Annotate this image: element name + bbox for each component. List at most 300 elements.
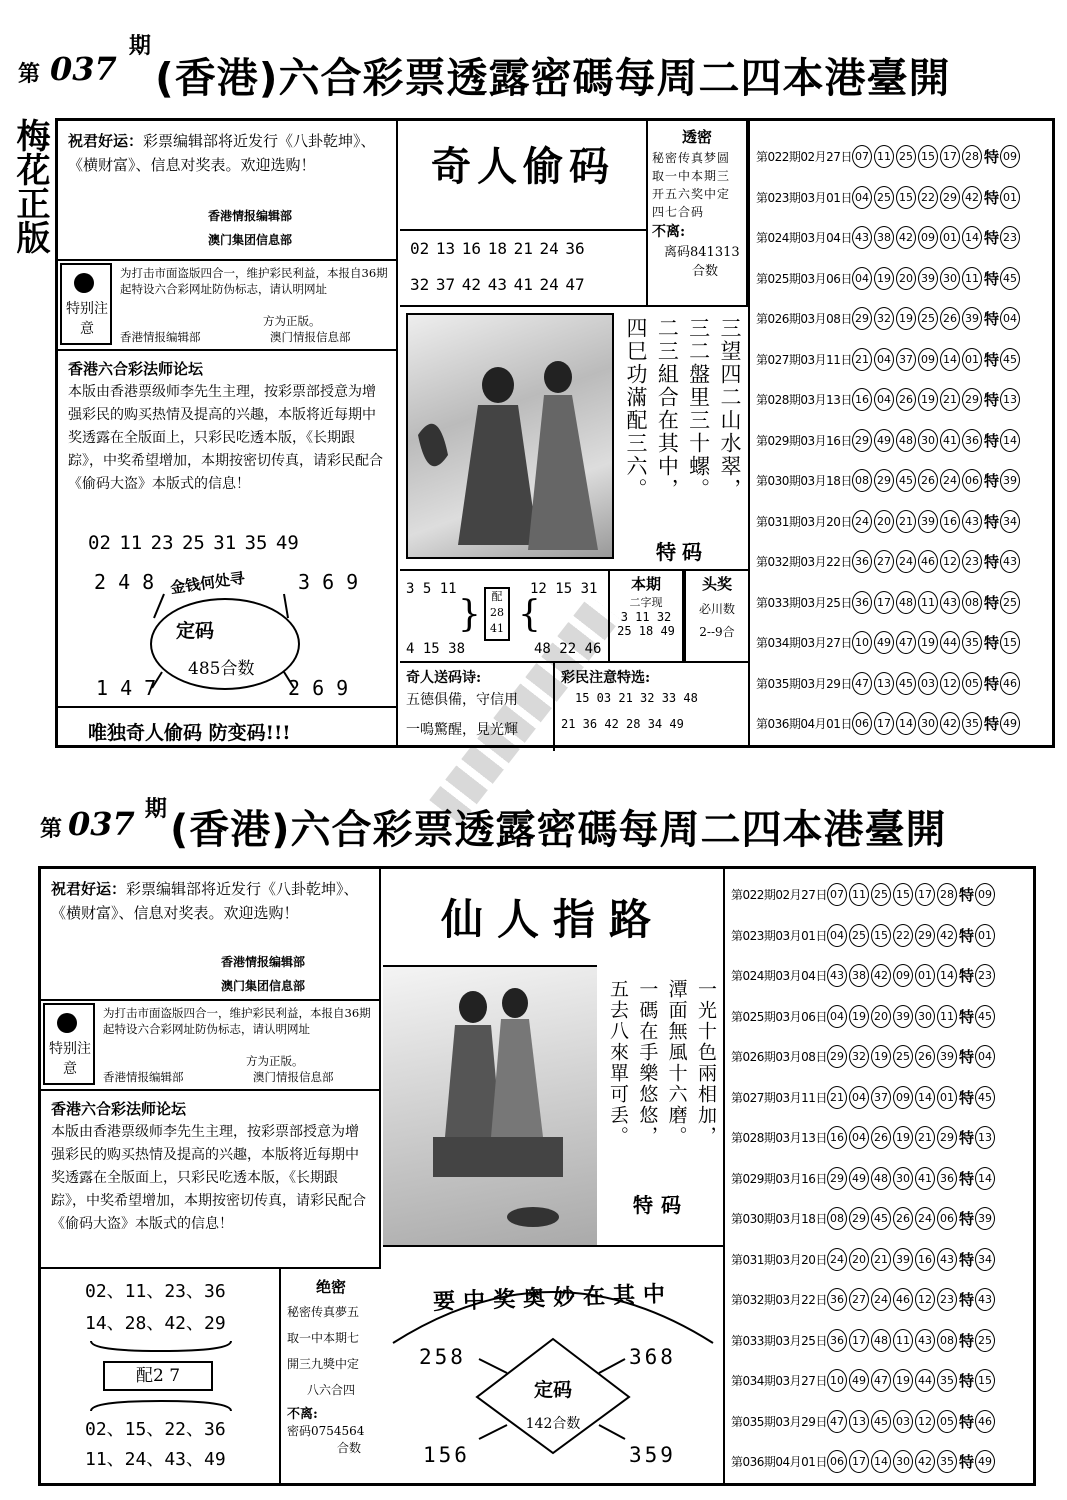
- secret-box: [281, 1269, 381, 1483]
- history-2: [723, 869, 1033, 1483]
- ring-n4: 2 6 9: [288, 676, 349, 700]
- number-ball: 12: [940, 672, 960, 695]
- forum-text: 本版由香港票级师李先生主理，按彩票部授意为增强彩民的购买热情及提高的兴趣，本版将近每期中奖透露在全版面上，只彩民吃透本版，《长期跟踪》，中奖希望增加，本期按密切传真，请彩民配合《偷码大盗》本版式的信息！: [68, 384, 383, 492]
- special-ball: 09: [1000, 145, 1020, 168]
- special-ball: 01: [975, 924, 995, 947]
- number-ball: 19: [896, 307, 916, 330]
- number-ball: 36: [827, 1329, 847, 1352]
- number-ball: 16: [940, 510, 960, 533]
- special-ball: 49: [1000, 712, 1020, 735]
- history-row: [756, 348, 1022, 371]
- number-ball: 24: [871, 1288, 891, 1311]
- number-ball: 01: [937, 1086, 957, 1109]
- number-ball: 30: [915, 1005, 935, 1028]
- special-ball: 45: [975, 1005, 995, 1028]
- diamond-n3: 156: [423, 1443, 470, 1467]
- issue-label-1: [18, 33, 151, 88]
- notice-tail: 方为正版。: [246, 1054, 304, 1068]
- pair-mid-0: 配: [491, 590, 503, 603]
- poem-line-1: 一光十色兩相加，: [694, 979, 717, 1147]
- brace-left: }: [458, 594, 481, 635]
- issue-prefix: 第: [18, 61, 41, 87]
- forum-title: 香港六合彩法师论坛: [51, 1100, 187, 1118]
- history-row: [756, 469, 1022, 492]
- number-ball: 11: [893, 1329, 913, 1352]
- number-ball: 14: [940, 348, 960, 371]
- special-marker: 特: [959, 1129, 975, 1147]
- special-ball: 39: [1000, 469, 1020, 492]
- number-ball: 13: [874, 672, 894, 695]
- history-row: [756, 145, 1022, 168]
- history-label: 第029期03月16日: [756, 433, 852, 448]
- number-ball: 36: [852, 591, 872, 614]
- number-ball: 47: [827, 1410, 847, 1433]
- qiren-poem-l1: 五德俱備，守信用: [406, 692, 518, 708]
- number-ball: 47: [896, 631, 916, 654]
- number-ball: 01: [915, 964, 935, 987]
- number-ball: 41: [915, 1167, 935, 1190]
- number-ball: 15: [918, 145, 938, 168]
- special-ball: 43: [975, 1288, 995, 1311]
- special-ball: 34: [975, 1248, 995, 1271]
- number-ball: 15: [896, 186, 916, 209]
- caimin-title: 彩民注意特选:: [561, 670, 651, 686]
- number-ball: 29: [852, 429, 872, 452]
- number-ball: 17: [874, 591, 894, 614]
- number-ball: 05: [937, 1410, 957, 1433]
- number-ball: 36: [827, 1288, 847, 1311]
- number-ball: 41: [940, 429, 960, 452]
- greeting-org1: 香港情报编辑部: [208, 209, 293, 223]
- history-row: [731, 1248, 997, 1271]
- number-ball: 32: [874, 307, 894, 330]
- number-ball: 43: [915, 1329, 935, 1352]
- number-ball: 38: [849, 964, 869, 987]
- number-ball: 29: [937, 1126, 957, 1149]
- history-label: 第030期03月18日: [756, 474, 852, 488]
- number-ball: 29: [940, 186, 960, 209]
- number-ball: 42: [962, 186, 982, 209]
- special-ball: 04: [975, 1045, 995, 1068]
- history-row: [756, 307, 1022, 330]
- number-ball: 39: [893, 1005, 913, 1028]
- pair-mid-box: [484, 587, 510, 641]
- special-marker: 特: [984, 634, 1000, 652]
- number-ball: 43: [852, 226, 872, 249]
- history-row: [731, 1329, 997, 1352]
- benqi-l2: 25 18 49: [617, 624, 675, 638]
- number-ball: 42: [896, 226, 916, 249]
- history-label: 第025期03月06日: [731, 1009, 827, 1024]
- number-ball: 25: [874, 186, 894, 209]
- number-ball: 39: [918, 510, 938, 533]
- special-marker: 特: [959, 926, 975, 945]
- special-marker: 特: [984, 674, 1000, 693]
- number-ball: 49: [849, 1369, 869, 1392]
- special-ball: 43: [1000, 550, 1020, 573]
- forum-title: 香港六合彩法师论坛: [68, 360, 204, 378]
- number-ball: 11: [849, 883, 869, 906]
- number-ball: 43: [962, 510, 982, 533]
- history-label: 第031期03月20日: [756, 514, 852, 529]
- number-ball: 10: [852, 631, 872, 654]
- ring-sum: 485合数: [188, 659, 255, 679]
- special-marker: 特: [959, 1088, 975, 1107]
- special-marker: 特: [959, 1048, 975, 1066]
- number-ball: 21: [871, 1248, 891, 1271]
- history-row: [756, 226, 1022, 249]
- special-marker: 特: [984, 715, 1000, 733]
- history-label: 第024期03月04日: [731, 969, 827, 983]
- special-ball: 13: [975, 1126, 995, 1149]
- number-ball: 35: [962, 631, 982, 654]
- number-ball: 11: [874, 145, 894, 168]
- tema-label-2: 特码: [633, 1193, 689, 1217]
- history-label: 第036期04月01日: [731, 1455, 827, 1469]
- secret-box: [646, 121, 748, 307]
- number-ball: 06: [962, 469, 982, 492]
- history-row: [731, 1288, 997, 1311]
- number-ball: 29: [827, 1045, 847, 1068]
- history-label: 第028期03月13日: [756, 393, 852, 407]
- special-marker: 特: [959, 1412, 975, 1431]
- notice-org1: 香港情报编辑部: [120, 330, 201, 344]
- greeting-box: [41, 869, 381, 1001]
- notice-label-box: [43, 1003, 95, 1085]
- history-label: 第036期04月01日: [756, 717, 852, 731]
- history-label: 第025期03月06日: [756, 271, 852, 286]
- number-ball: 37: [871, 1086, 891, 1109]
- qiren-poem-title: 奇人送码诗:: [406, 670, 482, 686]
- history-label: 第030期03月18日: [731, 1212, 827, 1226]
- special-ball: 23: [1000, 226, 1020, 249]
- special-ball: 25: [1000, 591, 1020, 614]
- center-title-2: 仙人指路: [440, 895, 665, 944]
- number-ball: 09: [893, 964, 913, 987]
- number-ball: 29: [915, 924, 935, 947]
- special-marker: 特: [984, 350, 1000, 369]
- number-ball: 32: [849, 1045, 869, 1068]
- number-ball: 12: [940, 550, 960, 573]
- history-label: 第028期03月13日: [731, 1131, 827, 1145]
- pair-mid-1: 28: [490, 606, 504, 619]
- number-ball: 48: [896, 591, 916, 614]
- history-row: [756, 510, 1022, 533]
- notice-org1: 香港情报编辑部: [103, 1070, 184, 1084]
- number-ball: 01: [940, 226, 960, 249]
- number-ball: 22: [893, 924, 913, 947]
- number-ball: 21: [915, 1126, 935, 1149]
- headline-1: (香港)六合彩票透露密碼每周二四本港臺開: [155, 54, 951, 102]
- number-ball: 04: [849, 1086, 869, 1109]
- history-row: [731, 1126, 997, 1149]
- number-ball: 04: [852, 267, 872, 290]
- number-ball: 14: [937, 964, 957, 987]
- history-label: 第029期03月16日: [731, 1171, 827, 1186]
- diamond-sum: 142合数: [525, 1416, 581, 1432]
- special-marker: 特: [984, 188, 1000, 207]
- num-block: [41, 1269, 281, 1483]
- number-ball: 16: [852, 388, 872, 411]
- number-ball: 08: [962, 591, 982, 614]
- number-ball: 04: [874, 388, 894, 411]
- diamond-n4: 359: [629, 1443, 676, 1467]
- number-ball: 26: [871, 1126, 891, 1149]
- number-ball: 30: [893, 1167, 913, 1190]
- number-ball: 21: [940, 388, 960, 411]
- history-row: [731, 1005, 997, 1028]
- forum-text: 本版由香港票级师李先生主理，按彩票部授意为增强彩民的购买热情及提高的兴趣，本版将近每期中奖透露在全版面上，只彩民吃透本版，《长期跟踪》，中奖希望增加，本期按密切传真，请彩民配合《偷码大盗》本版式的信息！: [51, 1124, 366, 1232]
- number-ball: 36: [937, 1167, 957, 1190]
- history-row: [756, 186, 1022, 209]
- history-label: 第026期03月08日: [731, 1050, 827, 1064]
- history-label: 第034期03月27日: [731, 1374, 827, 1388]
- arc-title: 要中奖奥妙在其中: [432, 1280, 674, 1316]
- secret-title: 透密: [681, 128, 712, 146]
- caimin-l2: 21 36 42 28 34 49: [561, 717, 684, 731]
- number-ball: 19: [849, 1005, 869, 1028]
- greeting-title: 祝君好运：: [51, 880, 127, 898]
- poem-line-2: 三二盤里三十螺。: [686, 317, 711, 501]
- footer-text: 唯独奇人偷码 防变码!!!: [58, 706, 398, 748]
- number-ball: 25: [918, 307, 938, 330]
- caimin-l1: 15 03 21 32 33 48: [575, 691, 698, 705]
- special-ball: 49: [975, 1450, 995, 1473]
- secret-text: 秘密传真梦圆取一中本期三开五六奖中定四七合码: [652, 151, 731, 219]
- history-label: 第035期03月29日: [756, 676, 852, 691]
- number-ball: 49: [874, 631, 894, 654]
- number-ball: 38: [874, 226, 894, 249]
- number-ball: 11: [962, 267, 982, 290]
- lower-numbers: 02 11 23 25 31 35 49: [88, 532, 299, 554]
- pair-right-top: 12 15 31: [530, 581, 598, 597]
- number-ball: 25: [896, 145, 916, 168]
- number-ball: 35: [937, 1369, 957, 1392]
- history-label: 第024期03月04日: [756, 231, 852, 245]
- number-ball: 30: [893, 1450, 913, 1473]
- pair-left-top: 3 5 11: [406, 581, 457, 597]
- illustration-2: [383, 965, 597, 1245]
- number-ball: 04: [849, 1126, 869, 1149]
- history-label: 第023期03月01日: [731, 928, 827, 943]
- history-row: [756, 429, 1022, 452]
- poem-line-2: 潭面無風十六磨。: [665, 979, 688, 1147]
- number-ball: 12: [915, 1288, 935, 1311]
- number-ball: 20: [874, 510, 894, 533]
- greeting-org2: 澳门集团信息部: [221, 979, 306, 993]
- number-ball: 06: [852, 712, 872, 735]
- special-ball: 04: [1000, 307, 1020, 330]
- number-ball: 28: [937, 883, 957, 906]
- number-ball: 35: [962, 712, 982, 735]
- number-ball: 37: [896, 348, 916, 371]
- special-marker: 特: [959, 1210, 975, 1228]
- number-ball: 17: [915, 883, 935, 906]
- special-ball: 13: [1000, 388, 1020, 411]
- headline-2: (香港)六合彩票透露密碼每周二四本港臺開: [170, 807, 947, 853]
- history-row: [731, 964, 997, 987]
- pair-left-bottom: 4 15 38: [406, 641, 466, 657]
- number-ball: 44: [915, 1369, 935, 1392]
- number-ball: 27: [874, 550, 894, 573]
- number-ball: 06: [827, 1450, 847, 1473]
- number-ball: 43: [937, 1248, 957, 1271]
- number-ball: 42: [940, 712, 960, 735]
- special-ball: 45: [1000, 267, 1020, 290]
- number-ball: 24: [852, 510, 872, 533]
- number-ball: 22: [918, 186, 938, 209]
- notice-label: 特别注意: [66, 301, 108, 337]
- number-ball: 11: [937, 1005, 957, 1028]
- notice-box: [58, 261, 398, 351]
- number-ball: 43: [940, 591, 960, 614]
- number-ball: 42: [915, 1450, 935, 1473]
- special-marker: 特: [959, 1372, 975, 1390]
- number-ball: 19: [893, 1126, 913, 1149]
- special-ball: 15: [975, 1369, 995, 1392]
- number-ball: 15: [893, 883, 913, 906]
- number-ball: 08: [827, 1207, 847, 1230]
- secret-buli: 不离:: [652, 224, 686, 240]
- brace-bottom: [41, 1395, 281, 1415]
- tema-label-1: 特码: [656, 540, 708, 564]
- number-ball: 08: [937, 1329, 957, 1352]
- history-label: 第027期03月11日: [731, 1090, 827, 1105]
- secret-sum: 合数: [337, 1441, 362, 1455]
- number-ball: 05: [962, 672, 982, 695]
- number-ball: 48: [871, 1329, 891, 1352]
- special-ball: 14: [975, 1167, 995, 1190]
- greeting-title: 祝君好运：: [68, 132, 144, 150]
- notice-text: 为打击市面盗版四合一，维护彩民利益，本报自36期起特设六合彩网址防伪标志，请认明网址: [103, 1006, 371, 1036]
- special-marker: 特: [984, 431, 1000, 450]
- number-ball: 24: [827, 1248, 847, 1271]
- number-ball: 39: [937, 1045, 957, 1068]
- number-ball: 29: [874, 469, 894, 492]
- history-row: [756, 388, 1022, 411]
- number-ball: 29: [849, 1207, 869, 1230]
- secret-sum: 合数: [692, 264, 719, 279]
- number-ball: 07: [852, 145, 872, 168]
- benqi-l1: 3 11 32: [620, 610, 672, 624]
- number-ball: 14: [915, 1086, 935, 1109]
- secret-title: 绝密: [315, 1278, 346, 1296]
- issue-suffix: 期: [144, 796, 167, 822]
- center-numbers-box: [400, 229, 646, 307]
- poem-1: [618, 317, 748, 565]
- ring-n2: 3 6 9: [298, 570, 359, 594]
- special-ball: 39: [975, 1207, 995, 1230]
- num-r1: 02、11、23、36: [85, 1281, 226, 1302]
- greeting-text: 彩票编辑部将近发行《八卦乾坤》、《横财富》、信息对奖表。欢迎选购！: [68, 132, 376, 174]
- number-ball: 45: [871, 1207, 891, 1230]
- history-row: [756, 591, 1022, 614]
- poem-2: [601, 979, 723, 1189]
- history-label: 第033期03月25日: [756, 595, 852, 610]
- number-ball: 04: [827, 924, 847, 947]
- number-ball: 26: [893, 1207, 913, 1230]
- number-ball: 07: [827, 883, 847, 906]
- benqi-title: 本期: [630, 575, 661, 593]
- secret-line-3: 開三九獎中定: [287, 1357, 360, 1371]
- number-ball: 30: [940, 267, 960, 290]
- issue-suffix: 期: [128, 33, 151, 59]
- history-label: 第033期03月25日: [731, 1333, 827, 1348]
- number-ball: 23: [962, 550, 982, 573]
- number-ball: 19: [918, 388, 938, 411]
- history-label: 第023期03月01日: [756, 190, 852, 205]
- number-ball: 21: [852, 348, 872, 371]
- history-label: 第032期03月22日: [731, 1293, 827, 1307]
- number-ball: 09: [918, 348, 938, 371]
- number-ball: 10: [827, 1369, 847, 1392]
- history-row: [756, 712, 1022, 735]
- number-ball: 11: [918, 591, 938, 614]
- history-row: [756, 631, 1022, 654]
- toujiang-l1: 必川数: [698, 602, 735, 616]
- side-title: 梅花正版: [10, 118, 50, 254]
- special-ball: 46: [975, 1410, 995, 1433]
- number-ball: 17: [874, 712, 894, 735]
- history-label: 第022期02月27日: [731, 888, 827, 902]
- number-ball: 20: [849, 1248, 869, 1271]
- number-ball: 26: [918, 469, 938, 492]
- history-row: [731, 1086, 997, 1109]
- toujiang-box: [684, 569, 748, 661]
- notice-label-box: [60, 263, 112, 345]
- number-ball: 01: [962, 348, 982, 371]
- number-ball: 36: [852, 550, 872, 573]
- number-ball: 20: [896, 267, 916, 290]
- special-marker: 特: [984, 269, 1000, 288]
- center-numbers-r2: 32 37 42 43 41 24 47: [410, 275, 585, 294]
- history-row: [731, 1450, 997, 1473]
- history-row: [731, 1167, 997, 1190]
- pair-mid-2: 41: [490, 622, 504, 635]
- number-ball: 28: [962, 145, 982, 168]
- center-numbers-r1: 02 13 16 18 21 24 36: [410, 239, 585, 258]
- number-ball: 48: [896, 429, 916, 452]
- number-ball: 06: [937, 1207, 957, 1230]
- special-marker: 特: [984, 148, 1000, 166]
- number-ball: 25: [893, 1045, 913, 1068]
- caimin-box: [555, 661, 748, 751]
- number-ball: 21: [827, 1086, 847, 1109]
- number-ball: 03: [893, 1410, 913, 1433]
- number-ball: 30: [918, 429, 938, 452]
- number-ball: 04: [874, 348, 894, 371]
- num-r2: 14、28、42、29: [85, 1313, 226, 1334]
- qiren-poem-l2: 一鳴驚醒，見光輝: [406, 722, 518, 738]
- center-title-1: 奇人偷码: [431, 143, 615, 190]
- number-ball: 47: [871, 1369, 891, 1392]
- number-ball: 04: [852, 186, 872, 209]
- diamond-n1: 258: [419, 1345, 466, 1369]
- history-row: [756, 672, 1022, 695]
- toujiang-l2: 2--9合: [699, 625, 735, 639]
- benqi-box: [610, 569, 684, 661]
- number-ball: 16: [827, 1126, 847, 1149]
- history-row: [731, 1207, 997, 1230]
- number-ball: 20: [871, 1005, 891, 1028]
- number-ball: 23: [937, 1288, 957, 1311]
- ring-area: [58, 526, 398, 706]
- history-label: 第022期02月27日: [756, 150, 852, 164]
- special-ball: 15: [1000, 631, 1020, 654]
- greeting-box: [58, 121, 398, 261]
- number-ball: 26: [915, 1045, 935, 1068]
- panel-2: [38, 866, 1036, 1486]
